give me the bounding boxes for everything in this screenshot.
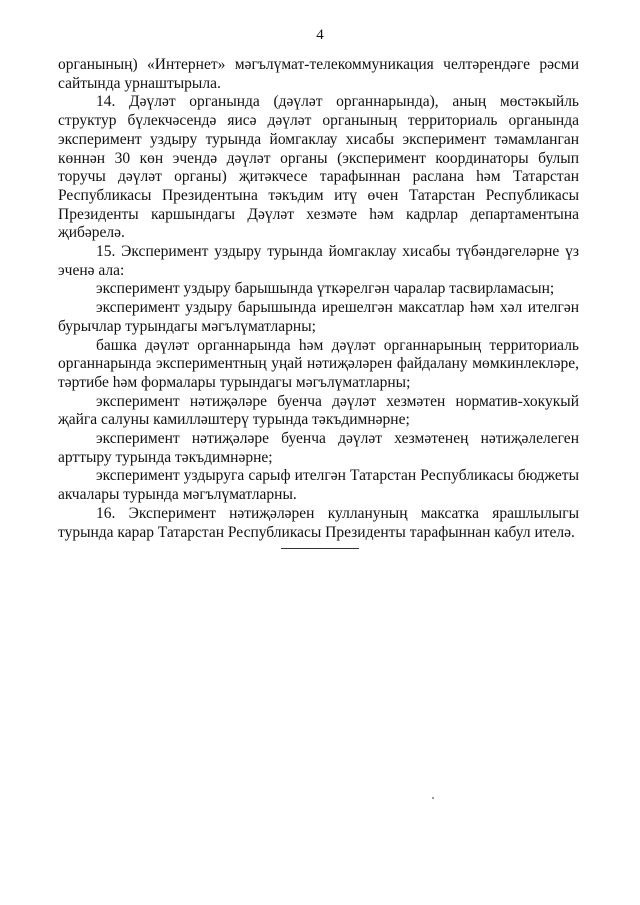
page-number: 4 xyxy=(316,27,324,43)
list-item: эксперимент уздыруга сарыф ителгән Татарстан Республикасы бюджеты акчалары турында мәгълүматларны. xyxy=(58,467,579,504)
paragraph-16: 16. Эксперимент нәтиҗәләрен куллануның максатка ярашлылыгы турында карар Татарстан Республикасы Президенты тарафыннан кабул ителә. xyxy=(58,504,579,541)
end-separator-line xyxy=(281,548,359,549)
paragraph-15: 15. Эксперимент уздыру турында йомгаклау хисабы түбәндәгеләрне үз эченә ала: xyxy=(58,243,579,279)
list-item: эксперимент уздыру барышында үткәрелгән чаралар тасвирламасын; xyxy=(96,280,555,298)
paragraph-14: 14. Дәүләт органында (дәүләт органнарында), аның мөстәкыйль структур бүлекчәсендә яисә дәүләт органының территориаль органында эксперимент уздыру турында йомгаклау хисабы эксперимент тәмамланган көннән 30 көн эчендә дәүләт органы (эксперимент координаторы булып торучы дәүләт органы) җитәкчесе тарафыннан раслана һәм Татарстан Республикасы Президентына тәкъдим итү өчен Татарстан Республикасы Президенты каршындагы Дәүләт хезмәте һәм кадрлар департаментына җибәрелә. xyxy=(58,93,579,242)
scan-speck xyxy=(432,797,434,799)
list-item: эксперимент нәтиҗәләре буенча дәүләт хезмәтенең нәтиҗәлелеген арттыру турында тәкъдимнәрне; xyxy=(58,430,579,466)
paragraph-continuation: органының) «Интернет» мәгълүмат-телекоммуникация челтәрендәге рәсми сайтында урнаштырыла. xyxy=(58,56,579,92)
list-item: эксперимент уздыру барышында ирешелгән максатлар һәм хәл ителгән бурычлар турындагы мәгълүматларны; xyxy=(58,299,579,335)
list-item: башка дәүләт органнарында һәм дәүләт органнарының территориаль органнарында экспериментның уңай нәтиҗәләрен файдалану мөмкинлекләре, тәртибе һәм формалары турындагы мәгълүматларны; xyxy=(58,336,579,391)
document-body xyxy=(58,56,579,542)
list-item: эксперимент нәтиҗәләре буенча дәүләт хезмәтен норматив-хокукый җайга салуны камилләштерү турында тәкъдимнәрне; xyxy=(58,392,579,429)
